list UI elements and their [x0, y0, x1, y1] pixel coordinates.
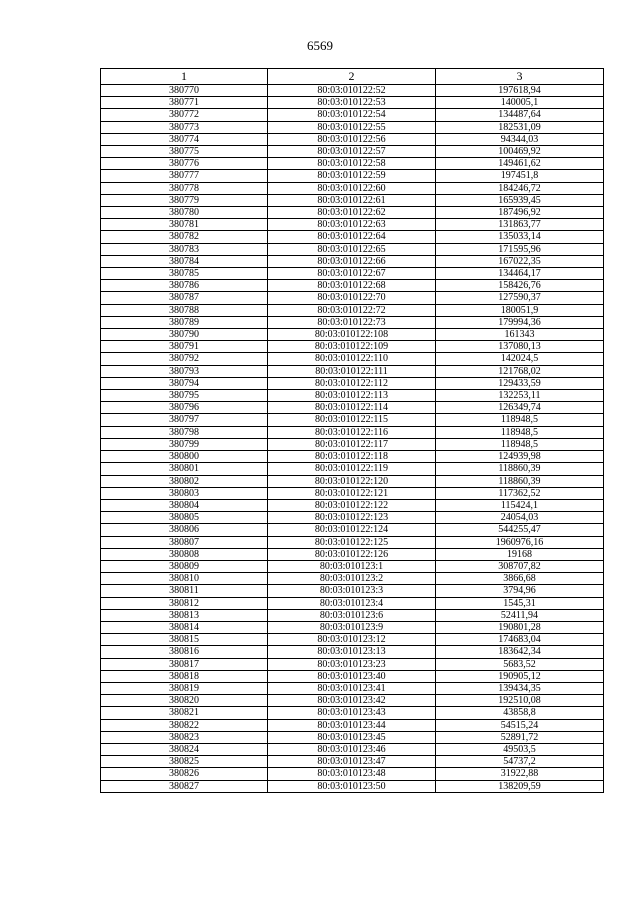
cadastral-number-cell: 80:03:010122:111 — [268, 365, 436, 377]
cadastral-number-cell: 80:03:010122:110 — [268, 353, 436, 365]
table-row — [101, 597, 604, 609]
cadastral-number-cell: 80:03:010122:126 — [268, 548, 436, 560]
value-cell: 31922,88 — [436, 768, 604, 780]
row-number-cell: 380800 — [101, 451, 268, 463]
value-cell: 19168 — [436, 548, 604, 560]
value-cell: 187496,92 — [436, 207, 604, 219]
value-cell: 132253,11 — [436, 390, 604, 402]
row-number-cell: 380820 — [101, 695, 268, 707]
table-row — [101, 475, 604, 487]
cadastral-number-cell: 80:03:010123:9 — [268, 621, 436, 633]
row-number-cell: 380826 — [101, 768, 268, 780]
value-cell: 1545,31 — [436, 597, 604, 609]
cadastral-number-cell: 80:03:010123:48 — [268, 768, 436, 780]
cadastral-number-cell: 80:03:010123:1 — [268, 560, 436, 572]
row-number-cell: 380793 — [101, 365, 268, 377]
value-cell: 118948,5 — [436, 438, 604, 450]
table-row — [101, 158, 604, 170]
value-cell: 118948,5 — [436, 426, 604, 438]
cadastral-number-cell: 80:03:010123:3 — [268, 585, 436, 597]
table-row — [101, 658, 604, 670]
value-cell: 52891,72 — [436, 731, 604, 743]
cadastral-number-cell: 80:03:010122:56 — [268, 133, 436, 145]
table-row — [101, 97, 604, 109]
cadastral-number-cell: 80:03:010123:4 — [268, 597, 436, 609]
cadastral-number-cell: 80:03:010122:123 — [268, 512, 436, 524]
table-row — [101, 170, 604, 182]
cadastral-number-cell: 80:03:010122:119 — [268, 463, 436, 475]
row-number-cell: 380801 — [101, 463, 268, 475]
table-row — [101, 438, 604, 450]
value-cell: 129433,59 — [436, 377, 604, 389]
value-cell: 127590,37 — [436, 292, 604, 304]
cadastral-number-cell: 80:03:010123:42 — [268, 695, 436, 707]
table-row — [101, 573, 604, 585]
value-cell: 184246,72 — [436, 182, 604, 194]
value-cell: 190801,28 — [436, 621, 604, 633]
row-number-cell: 380795 — [101, 390, 268, 402]
table-row — [101, 487, 604, 499]
table-row — [101, 182, 604, 194]
value-cell: 94344,03 — [436, 133, 604, 145]
table-row — [101, 707, 604, 719]
value-cell: 138209,59 — [436, 780, 604, 792]
table-row — [101, 243, 604, 255]
value-cell: 197451,8 — [436, 170, 604, 182]
cadastral-number-cell: 80:03:010122:115 — [268, 414, 436, 426]
value-cell: 1960976,16 — [436, 536, 604, 548]
cadastral-number-cell: 80:03:010123:43 — [268, 707, 436, 719]
row-number-cell: 380771 — [101, 97, 268, 109]
row-number-cell: 380815 — [101, 634, 268, 646]
row-number-cell: 380798 — [101, 426, 268, 438]
row-number-cell: 380782 — [101, 231, 268, 243]
row-number-cell: 380792 — [101, 353, 268, 365]
column-header-3: 3 — [436, 69, 604, 85]
value-cell: 115424,1 — [436, 499, 604, 511]
table-row — [101, 329, 604, 341]
table-row — [101, 85, 604, 97]
value-cell: 118860,39 — [436, 475, 604, 487]
cadastral-number-cell: 80:03:010122:68 — [268, 280, 436, 292]
row-number-cell: 380809 — [101, 560, 268, 572]
row-number-cell: 380807 — [101, 536, 268, 548]
row-number-cell: 380808 — [101, 548, 268, 560]
cadastral-number-cell: 80:03:010123:40 — [268, 670, 436, 682]
table-row — [101, 194, 604, 206]
table-row — [101, 524, 604, 536]
row-number-cell: 380810 — [101, 573, 268, 585]
value-cell: 197618,94 — [436, 85, 604, 97]
table-row — [101, 682, 604, 694]
value-cell: 54737,2 — [436, 756, 604, 768]
row-number-cell: 380772 — [101, 109, 268, 121]
table-row — [101, 255, 604, 267]
cadastral-number-cell: 80:03:010123:2 — [268, 573, 436, 585]
cadastral-number-cell: 80:03:010122:108 — [268, 329, 436, 341]
value-cell: 100469,92 — [436, 146, 604, 158]
row-number-cell: 380778 — [101, 182, 268, 194]
cadastral-number-cell: 80:03:010122:59 — [268, 170, 436, 182]
table-row — [101, 109, 604, 121]
row-number-cell: 380781 — [101, 219, 268, 231]
cadastral-number-cell: 80:03:010122:62 — [268, 207, 436, 219]
cadastral-number-cell: 80:03:010122:52 — [268, 85, 436, 97]
table-row — [101, 231, 604, 243]
value-cell: 182531,09 — [436, 121, 604, 133]
value-cell: 192510,08 — [436, 695, 604, 707]
row-number-cell: 380773 — [101, 121, 268, 133]
table-row — [101, 390, 604, 402]
value-cell: 183642,34 — [436, 646, 604, 658]
table-row — [101, 207, 604, 219]
table-row — [101, 133, 604, 145]
row-number-cell: 380774 — [101, 133, 268, 145]
table-row — [101, 499, 604, 511]
value-cell: 171595,96 — [436, 243, 604, 255]
value-cell: 131863,77 — [436, 219, 604, 231]
row-number-cell: 380806 — [101, 524, 268, 536]
row-number-cell: 380817 — [101, 658, 268, 670]
row-number-cell: 380804 — [101, 499, 268, 511]
cadastral-number-cell: 80:03:010122:112 — [268, 377, 436, 389]
value-cell: 161343 — [436, 329, 604, 341]
cadastral-number-cell: 80:03:010122:58 — [268, 158, 436, 170]
value-cell: 190905,12 — [436, 670, 604, 682]
value-cell: 52411,94 — [436, 609, 604, 621]
table-row — [101, 292, 604, 304]
cadastral-number-cell: 80:03:010123:23 — [268, 658, 436, 670]
cadastral-number-cell: 80:03:010122:55 — [268, 121, 436, 133]
row-number-cell: 380787 — [101, 292, 268, 304]
cadastral-number-cell: 80:03:010122:60 — [268, 182, 436, 194]
value-cell: 179994,36 — [436, 316, 604, 328]
row-number-cell: 380825 — [101, 756, 268, 768]
value-cell: 24054,03 — [436, 512, 604, 524]
table-row — [101, 756, 604, 768]
table-row — [101, 280, 604, 292]
table-row — [101, 585, 604, 597]
cadastral-number-cell: 80:03:010122:109 — [268, 341, 436, 353]
cadastral-number-cell: 80:03:010122:54 — [268, 109, 436, 121]
table-row — [101, 121, 604, 133]
value-cell: 165939,45 — [436, 194, 604, 206]
cadastral-number-cell: 80:03:010122:117 — [268, 438, 436, 450]
cadastral-number-cell: 80:03:010122:114 — [268, 402, 436, 414]
value-cell: 49503,5 — [436, 743, 604, 755]
cadastral-number-cell: 80:03:010123:50 — [268, 780, 436, 792]
cadastral-number-cell: 80:03:010122:53 — [268, 97, 436, 109]
column-header-2: 2 — [268, 69, 436, 85]
table-row — [101, 719, 604, 731]
table-header-row — [101, 69, 604, 85]
data-table — [100, 68, 604, 793]
value-cell: 134464,17 — [436, 268, 604, 280]
cadastral-number-cell: 80:03:010122:116 — [268, 426, 436, 438]
value-cell: 43858,8 — [436, 707, 604, 719]
cadastral-number-cell: 80:03:010122:72 — [268, 304, 436, 316]
value-cell: 5683,52 — [436, 658, 604, 670]
table-row — [101, 609, 604, 621]
cadastral-number-cell: 80:03:010122:73 — [268, 316, 436, 328]
table-row — [101, 316, 604, 328]
row-number-cell: 380775 — [101, 146, 268, 158]
value-cell: 126349,74 — [436, 402, 604, 414]
cadastral-number-cell: 80:03:010123:41 — [268, 682, 436, 694]
row-number-cell: 380783 — [101, 243, 268, 255]
row-number-cell: 380822 — [101, 719, 268, 731]
row-number-cell: 380827 — [101, 780, 268, 792]
value-cell: 3794,96 — [436, 585, 604, 597]
row-number-cell: 380823 — [101, 731, 268, 743]
row-number-cell: 380779 — [101, 194, 268, 206]
cadastral-number-cell: 80:03:010123:13 — [268, 646, 436, 658]
cadastral-number-cell: 80:03:010122:61 — [268, 194, 436, 206]
table-row — [101, 365, 604, 377]
table-row — [101, 146, 604, 158]
row-number-cell: 380816 — [101, 646, 268, 658]
row-number-cell: 380785 — [101, 268, 268, 280]
cadastral-number-cell: 80:03:010123:6 — [268, 609, 436, 621]
cadastral-number-cell: 80:03:010123:45 — [268, 731, 436, 743]
table-row — [101, 426, 604, 438]
row-number-cell: 380794 — [101, 377, 268, 389]
cadastral-number-cell: 80:03:010122:125 — [268, 536, 436, 548]
cadastral-number-cell: 80:03:010122:113 — [268, 390, 436, 402]
table-row — [101, 560, 604, 572]
cadastral-number-cell: 80:03:010122:64 — [268, 231, 436, 243]
cadastral-number-cell: 80:03:010122:66 — [268, 255, 436, 267]
table-row — [101, 743, 604, 755]
cadastral-number-cell: 80:03:010122:120 — [268, 475, 436, 487]
cadastral-number-cell: 80:03:010122:63 — [268, 219, 436, 231]
row-number-cell: 380805 — [101, 512, 268, 524]
table-row — [101, 634, 604, 646]
table-row — [101, 548, 604, 560]
table-row — [101, 695, 604, 707]
cadastral-number-cell: 80:03:010122:65 — [268, 243, 436, 255]
row-number-cell: 380802 — [101, 475, 268, 487]
cadastral-number-cell: 80:03:010122:70 — [268, 292, 436, 304]
table-row — [101, 377, 604, 389]
value-cell: 121768,02 — [436, 365, 604, 377]
value-cell: 3866,68 — [436, 573, 604, 585]
table-row — [101, 768, 604, 780]
table-row — [101, 219, 604, 231]
row-number-cell: 380789 — [101, 316, 268, 328]
table-row — [101, 304, 604, 316]
row-number-cell: 380821 — [101, 707, 268, 719]
row-number-cell: 380803 — [101, 487, 268, 499]
cadastral-number-cell: 80:03:010123:44 — [268, 719, 436, 731]
table-row — [101, 670, 604, 682]
row-number-cell: 380790 — [101, 329, 268, 341]
cadastral-number-cell: 80:03:010122:121 — [268, 487, 436, 499]
row-number-cell: 380814 — [101, 621, 268, 633]
row-number-cell: 380818 — [101, 670, 268, 682]
value-cell: 158426,76 — [436, 280, 604, 292]
cadastral-number-cell: 80:03:010123:12 — [268, 634, 436, 646]
cadastral-number-cell: 80:03:010122:67 — [268, 268, 436, 280]
row-number-cell: 380796 — [101, 402, 268, 414]
row-number-cell: 380824 — [101, 743, 268, 755]
cadastral-number-cell: 80:03:010122:124 — [268, 524, 436, 536]
cadastral-number-cell: 80:03:010122:118 — [268, 451, 436, 463]
table-row — [101, 268, 604, 280]
table-row — [101, 402, 604, 414]
value-cell: 174683,04 — [436, 634, 604, 646]
row-number-cell: 380819 — [101, 682, 268, 694]
value-cell: 135033,14 — [436, 231, 604, 243]
cadastral-number-cell: 80:03:010122:57 — [268, 146, 436, 158]
row-number-cell: 380788 — [101, 304, 268, 316]
table-row — [101, 341, 604, 353]
cadastral-number-cell: 80:03:010123:47 — [268, 756, 436, 768]
table-row — [101, 646, 604, 658]
table-row — [101, 414, 604, 426]
table-row — [101, 731, 604, 743]
table-row — [101, 536, 604, 548]
row-number-cell: 380777 — [101, 170, 268, 182]
table-row — [101, 353, 604, 365]
table-row — [101, 512, 604, 524]
table-row — [101, 463, 604, 475]
value-cell: 118860,39 — [436, 463, 604, 475]
column-header-1: 1 — [101, 69, 268, 85]
value-cell: 134487,64 — [436, 109, 604, 121]
value-cell: 117362,52 — [436, 487, 604, 499]
page-number: 6569 — [307, 38, 333, 53]
row-number-cell: 380780 — [101, 207, 268, 219]
table-row — [101, 451, 604, 463]
value-cell: 118948,5 — [436, 414, 604, 426]
row-number-cell: 380786 — [101, 280, 268, 292]
row-number-cell: 380799 — [101, 438, 268, 450]
row-number-cell: 380797 — [101, 414, 268, 426]
row-number-cell: 380812 — [101, 597, 268, 609]
value-cell: 142024,5 — [436, 353, 604, 365]
value-cell: 180051,9 — [436, 304, 604, 316]
row-number-cell: 380776 — [101, 158, 268, 170]
table-row — [101, 621, 604, 633]
value-cell: 54515,24 — [436, 719, 604, 731]
row-number-cell: 380784 — [101, 255, 268, 267]
row-number-cell: 380811 — [101, 585, 268, 597]
row-number-cell: 380791 — [101, 341, 268, 353]
value-cell: 137080,13 — [436, 341, 604, 353]
value-cell: 124939,98 — [436, 451, 604, 463]
cadastral-number-cell: 80:03:010123:46 — [268, 743, 436, 755]
cadastral-number-cell: 80:03:010122:122 — [268, 499, 436, 511]
value-cell: 139434,35 — [436, 682, 604, 694]
value-cell: 140005,1 — [436, 97, 604, 109]
row-number-cell: 380770 — [101, 85, 268, 97]
value-cell: 149461,62 — [436, 158, 604, 170]
table-row — [101, 780, 604, 792]
row-number-cell: 380813 — [101, 609, 268, 621]
value-cell: 544255,47 — [436, 524, 604, 536]
value-cell: 167022,35 — [436, 255, 604, 267]
value-cell: 308707,82 — [436, 560, 604, 572]
table-body — [101, 85, 604, 793]
